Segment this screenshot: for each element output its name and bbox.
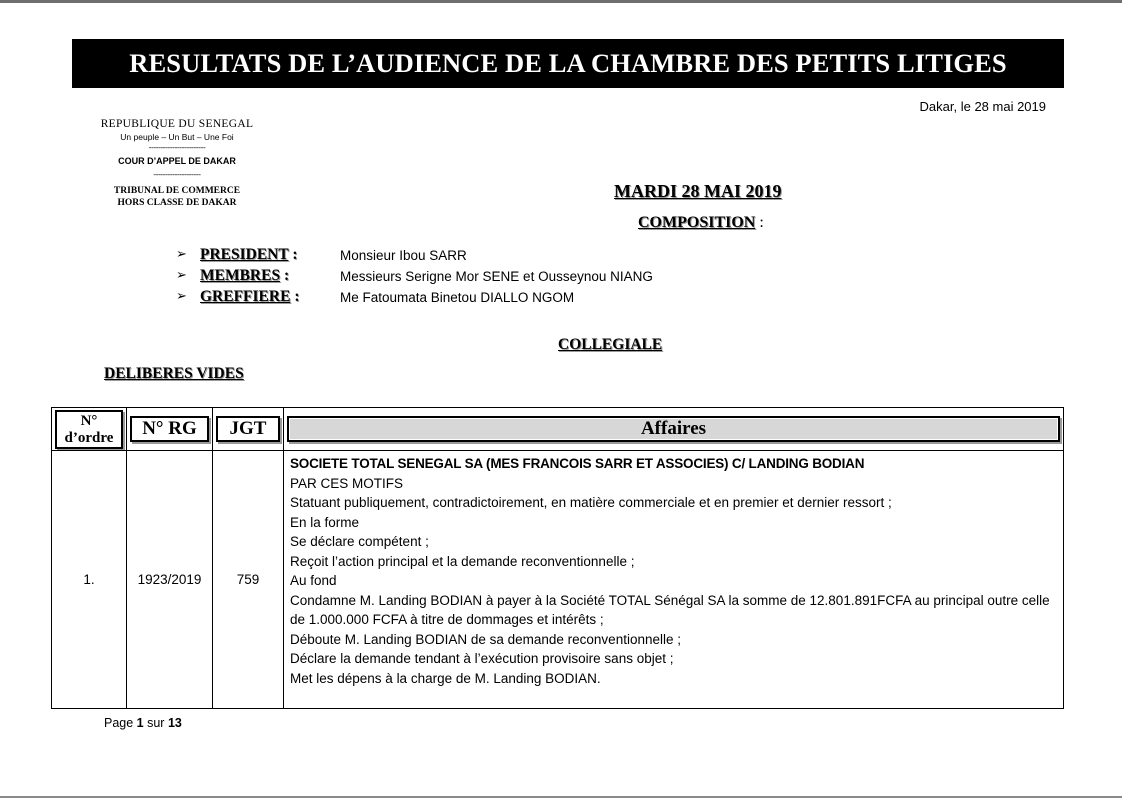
ruling-line: Met les dépens à la charge de M. Landing BODIAN. (290, 670, 601, 686)
letterhead-motto: Un peuple – Un But – Une Foi (120, 132, 234, 142)
composition-role: GREFFIERE : (200, 288, 300, 305)
ruling-line: PAR CES MOTIFS (290, 475, 404, 491)
ruling-line: Déclare la demande tendant à l’exécution provisoire sans objet ; (290, 651, 674, 666)
letterhead-tribunal: TRIBUNAL DE COMMERCE (113, 186, 241, 196)
header-rg: N° RG (130, 416, 209, 442)
table-header-row (52, 408, 1064, 451)
composition-role: MEMBRES : (200, 267, 290, 284)
arrow-bullet-icon: ➢ (176, 267, 187, 282)
composition-person: Monsieur Ibou SARR (340, 248, 467, 263)
header-cell-affaires (284, 408, 1064, 451)
ruling-line: Statuant publiquement, contradictoirement, en matière commerciale et en premier et dernier ressort ; (290, 495, 892, 510)
composition-person: Me Fatoumata Binetou DIALLO NGOM (340, 290, 575, 305)
ruling-line: En la forme (290, 514, 360, 530)
top-border (0, 0, 1122, 3)
page-counter: Page 1 sur 13 (104, 716, 182, 730)
composition-role: PRESIDENT : (200, 246, 298, 263)
composition-colon: : (759, 214, 764, 231)
section-deliberes-vides: DELIBERES VIDES (104, 365, 244, 382)
letterhead-republic: REPUBLIQUE DU SENEGAL (100, 118, 254, 130)
ruling-line: Condamne M. Landing BODIAN à payer à la Société TOTAL Sénégal SA la somme de 12.801.891FCFA au principal outre celle de 1.000.000 FCFA à titre de dommages et intérêts ; (290, 592, 1050, 627)
header-cell-jgt (213, 408, 284, 451)
composition-heading (638, 214, 764, 232)
letterhead (92, 117, 262, 209)
letterhead-separator: -------------------- (153, 170, 201, 179)
header-cell-rg (127, 408, 213, 451)
cell-jgt: 759 (213, 451, 284, 709)
cell-affaire (284, 451, 1064, 709)
affaire-title: SOCIETE TOTAL SENEGAL SA (MES FRANCOIS SARR ET ASSOCIES) C/ LANDING BODIAN (290, 456, 865, 471)
ruling-line: Reçoit l’action principal et la demande reconventionnelle ; (290, 553, 635, 569)
header-jgt: JGT (216, 416, 280, 442)
composition-person: Messieurs Serigne Mor SENE et Ousseynou NIANG (340, 269, 653, 284)
arrow-bullet-icon: ➢ (176, 288, 187, 303)
ruling-line: Se déclare compétent ; (290, 534, 429, 549)
ruling-line: Déboute M. Landing BODIAN de sa demande reconventionnelle ; (290, 631, 681, 647)
cell-rg: 1923/2019 (127, 451, 213, 709)
composition-label: COMPOSITION (638, 214, 756, 231)
date-line: Dakar, le 28 mai 2019 (919, 99, 1046, 114)
cell-order: 1. (52, 451, 127, 709)
letterhead-separator: ------------------------ (148, 143, 206, 152)
header-order: N° d’ordre (55, 410, 123, 449)
page-banner: RESULTATS DE L’AUDIENCE DE LA CHAMBRE DES PETITS LITIGES (72, 39, 1064, 88)
arrow-bullet-icon: ➢ (176, 246, 187, 261)
ruling-line: Au fond (290, 573, 337, 588)
section-collegiale: COLLEGIALE (558, 336, 663, 353)
table-row (52, 451, 1064, 709)
header-cell-order (52, 408, 127, 451)
header-affaires: Affaires (287, 416, 1060, 442)
letterhead-court: COUR D’APPEL DE DAKAR (118, 156, 236, 166)
hearing-day-title: MARDI 28 MAI 2019 (614, 181, 782, 201)
results-table (51, 407, 1064, 709)
letterhead-tribunal: HORS CLASSE DE DAKAR (117, 198, 237, 208)
